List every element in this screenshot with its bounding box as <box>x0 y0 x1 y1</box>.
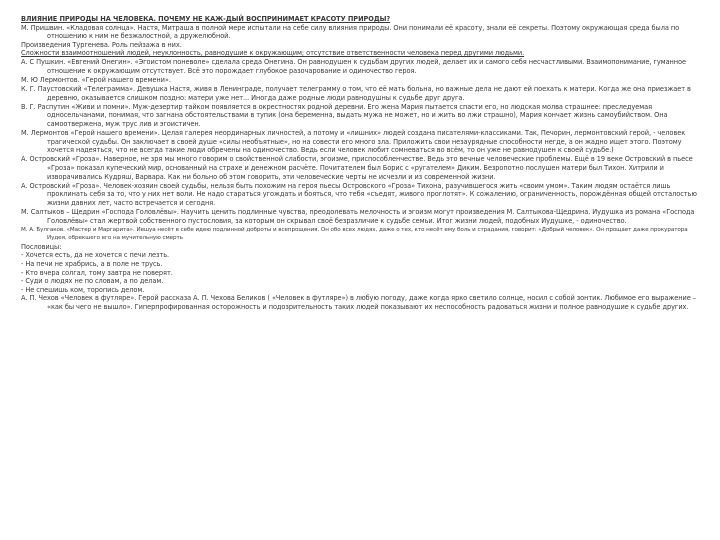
proverb-item: - Хочется есть, да не хочется с печи лезть. <box>21 251 170 260</box>
document-page <box>21 15 701 312</box>
proverbs-heading: Пословицы: <box>21 242 62 251</box>
paragraph-paustovsky: К. Г. Паустовский «Телеграмма». Девушка Настя, живя в Ленинграде, получает телеграмму о том, что её мать больна, но важные дела не дают ей поехать к матери. Когда же она приезжает в деревню, оказывается слишком поздно: матери уже нет... Иногда даже родные люди равнодушны к судьбе друг друга. <box>21 84 691 102</box>
proverb-item: - Не спешишь ком, торопись делом. <box>21 285 145 294</box>
paragraph-chekhov: А. П. Чехов «Человек в футляре». Герой рассказа А. П. Чехова Беликов ( «Человек в футляре») в любую погоду, даже когда ярко светило солнце, носил с собой зонтик. Любимое его выражение – «как бы чего не вышло». Гиперпрофированная осторожность и подозрительность таких людей показывают их неспособность радоваться жизни и полное равнодушие к судьбе других. <box>21 294 697 311</box>
paragraph-lermontov-short: М. Ю Лермонтов. «Герой нашего времени». <box>21 75 171 84</box>
paragraph-saltykov: М. Салтыков – Щедрин «Господа Головлёвы». Научить ценить подлинные чувства, преодолевать мелочность и эгоизм могут произведения М. Салтыкова-Щедрина. Иудушка из романа «Господа Головлёвы» стал жертвой собственного пустословия, за которым он скрывал своё безразличие к судьбе семьи. Итог жизни людей, подобных Иудушке, - одиночество. <box>21 208 695 225</box>
paragraph-prishvin: М. Пришвин. «Кладовая солнца». Настя, Митраша в полной мере испытали на себе силу влияния природы. Они понимали её красоту, знали её секреты. Поэтому окружающая среда была по отношению к ним не безжалостной, а дружелюбной. <box>21 23 680 41</box>
document-title: ВЛИЯНИЕ ПРИРОДЫ НА ЧЕЛОВЕКА. ПОЧЕМУ НЕ КАЖ-ДЫЙ ВОСПРИНИМАЕТ КРАСОТУ ПРИРОДЫ? <box>21 15 391 23</box>
proverb-item: - На печи не храбрись, а в поле не трусь. <box>21 260 163 268</box>
paragraph-ostrovsky-2: А. Островский «Гроза». Человек-хозяин своей судьбы, нельзя быть похожим на героя пьесы Островского «Гроза» Тихона, разучившегося жить «своим умом». Таким людям остаётся лишь проклинать себя за то, что у них нет воли. Не надо стараться угождать и бояться, что тебя «съедят, живого проглотят». К сожалению, ограниченность, порождённая общей отсталостью жизни давних лет, часто встречается и сегодня. <box>21 181 697 208</box>
paragraph-pushkin: А. С Пушкин. «Евгений Онегин». «Эгоистом поневоле» сделала среда Онегина. Он равнодушен к судьбам других людей, делает их и самого себя несчастливыми. Взаимопонимание, гуманное отношение к окружающим отсутствует. Всё это порождает глубокое разочарование и одиночество героя. <box>21 57 687 75</box>
paragraph-bulgakov: М. А. Булгаков. «Мастер и Маргарита». Иешуа несёт в себе идею подлинной доброты и всепрощения. Он обо всех людях, даже о тех, кто несёт ему боль и страдания, говорит: «Добрый человек». Он прощает даже прокуратора Иудея, обрекшего его на мучительную смерть <box>21 227 688 241</box>
proverb-item: - Кто вчера солгал, тому завтра не поверят. <box>21 268 173 277</box>
paragraph-turgenev: Произведения Тургенева. Роль пейзажа в них. <box>21 40 182 49</box>
proverb-item: - Суди о людях не по словам, а по делам. <box>21 277 164 286</box>
paragraph-ostrovsky-1: А. Островский «Гроза». Наверное, не зря мы много говорим о свойственной слабости, эгоизме, приспособленчестве. Ведь это вечные человеческие проблемы. Ещё в 19 веке Островский в пьесе «Гроза» показал купеческий мир, основанный на страхе и денежном расчёте. Почитателем был Борис с «ругателем» Диким. Безропотно послушен матери был Тихон. Хитрили и изворачивались Кудряш, Варвара. Как ни больно об этом говорить, эти человеческие черты не исчезли и из современной жизни. <box>21 155 693 181</box>
paragraph-lermontov: М. Лермонтов «Герой нашего времени». Целая галерея неординарных личностей, а потому и «лишних» людей создана писателями-классиками. Так, Печорин, лермонтовский герой, - человек трагической судьбы. Он заключает в своей душе «силы необъятные», но на совести его много зла. Приложить свои незаурядные способности негде, а он жадно ищет этого. Поэтому хочется надеяться, что не всегда такие люди обречены на одиночество. Ведь если человек любит сомневаться во всём, то он уже не равнодушен к своей судьбе.) <box>21 129 686 155</box>
paragraph-rasputin: В. Г. Распутин «Живи и помни». Муж-дезертир тайком появляется в окрестностях родной деревни. Его жена Мария пытается спасти его, но людская молва страшнее: преследуемая односельчанами, понимая, что загнана обстоятельствами в тупик (она беременна, выдать мужа не может, но и жить во лжи страшно), Мария кончает жизнь самоубийством. Она самоотвержена, муж трус лив и эгоистичен. <box>21 102 668 128</box>
section-heading-relationships: Сложности взаимоотношений людей, неуклонность, равнодушие к окружающим; отсутствие ответственности человека перед другими людьми. <box>21 49 525 58</box>
